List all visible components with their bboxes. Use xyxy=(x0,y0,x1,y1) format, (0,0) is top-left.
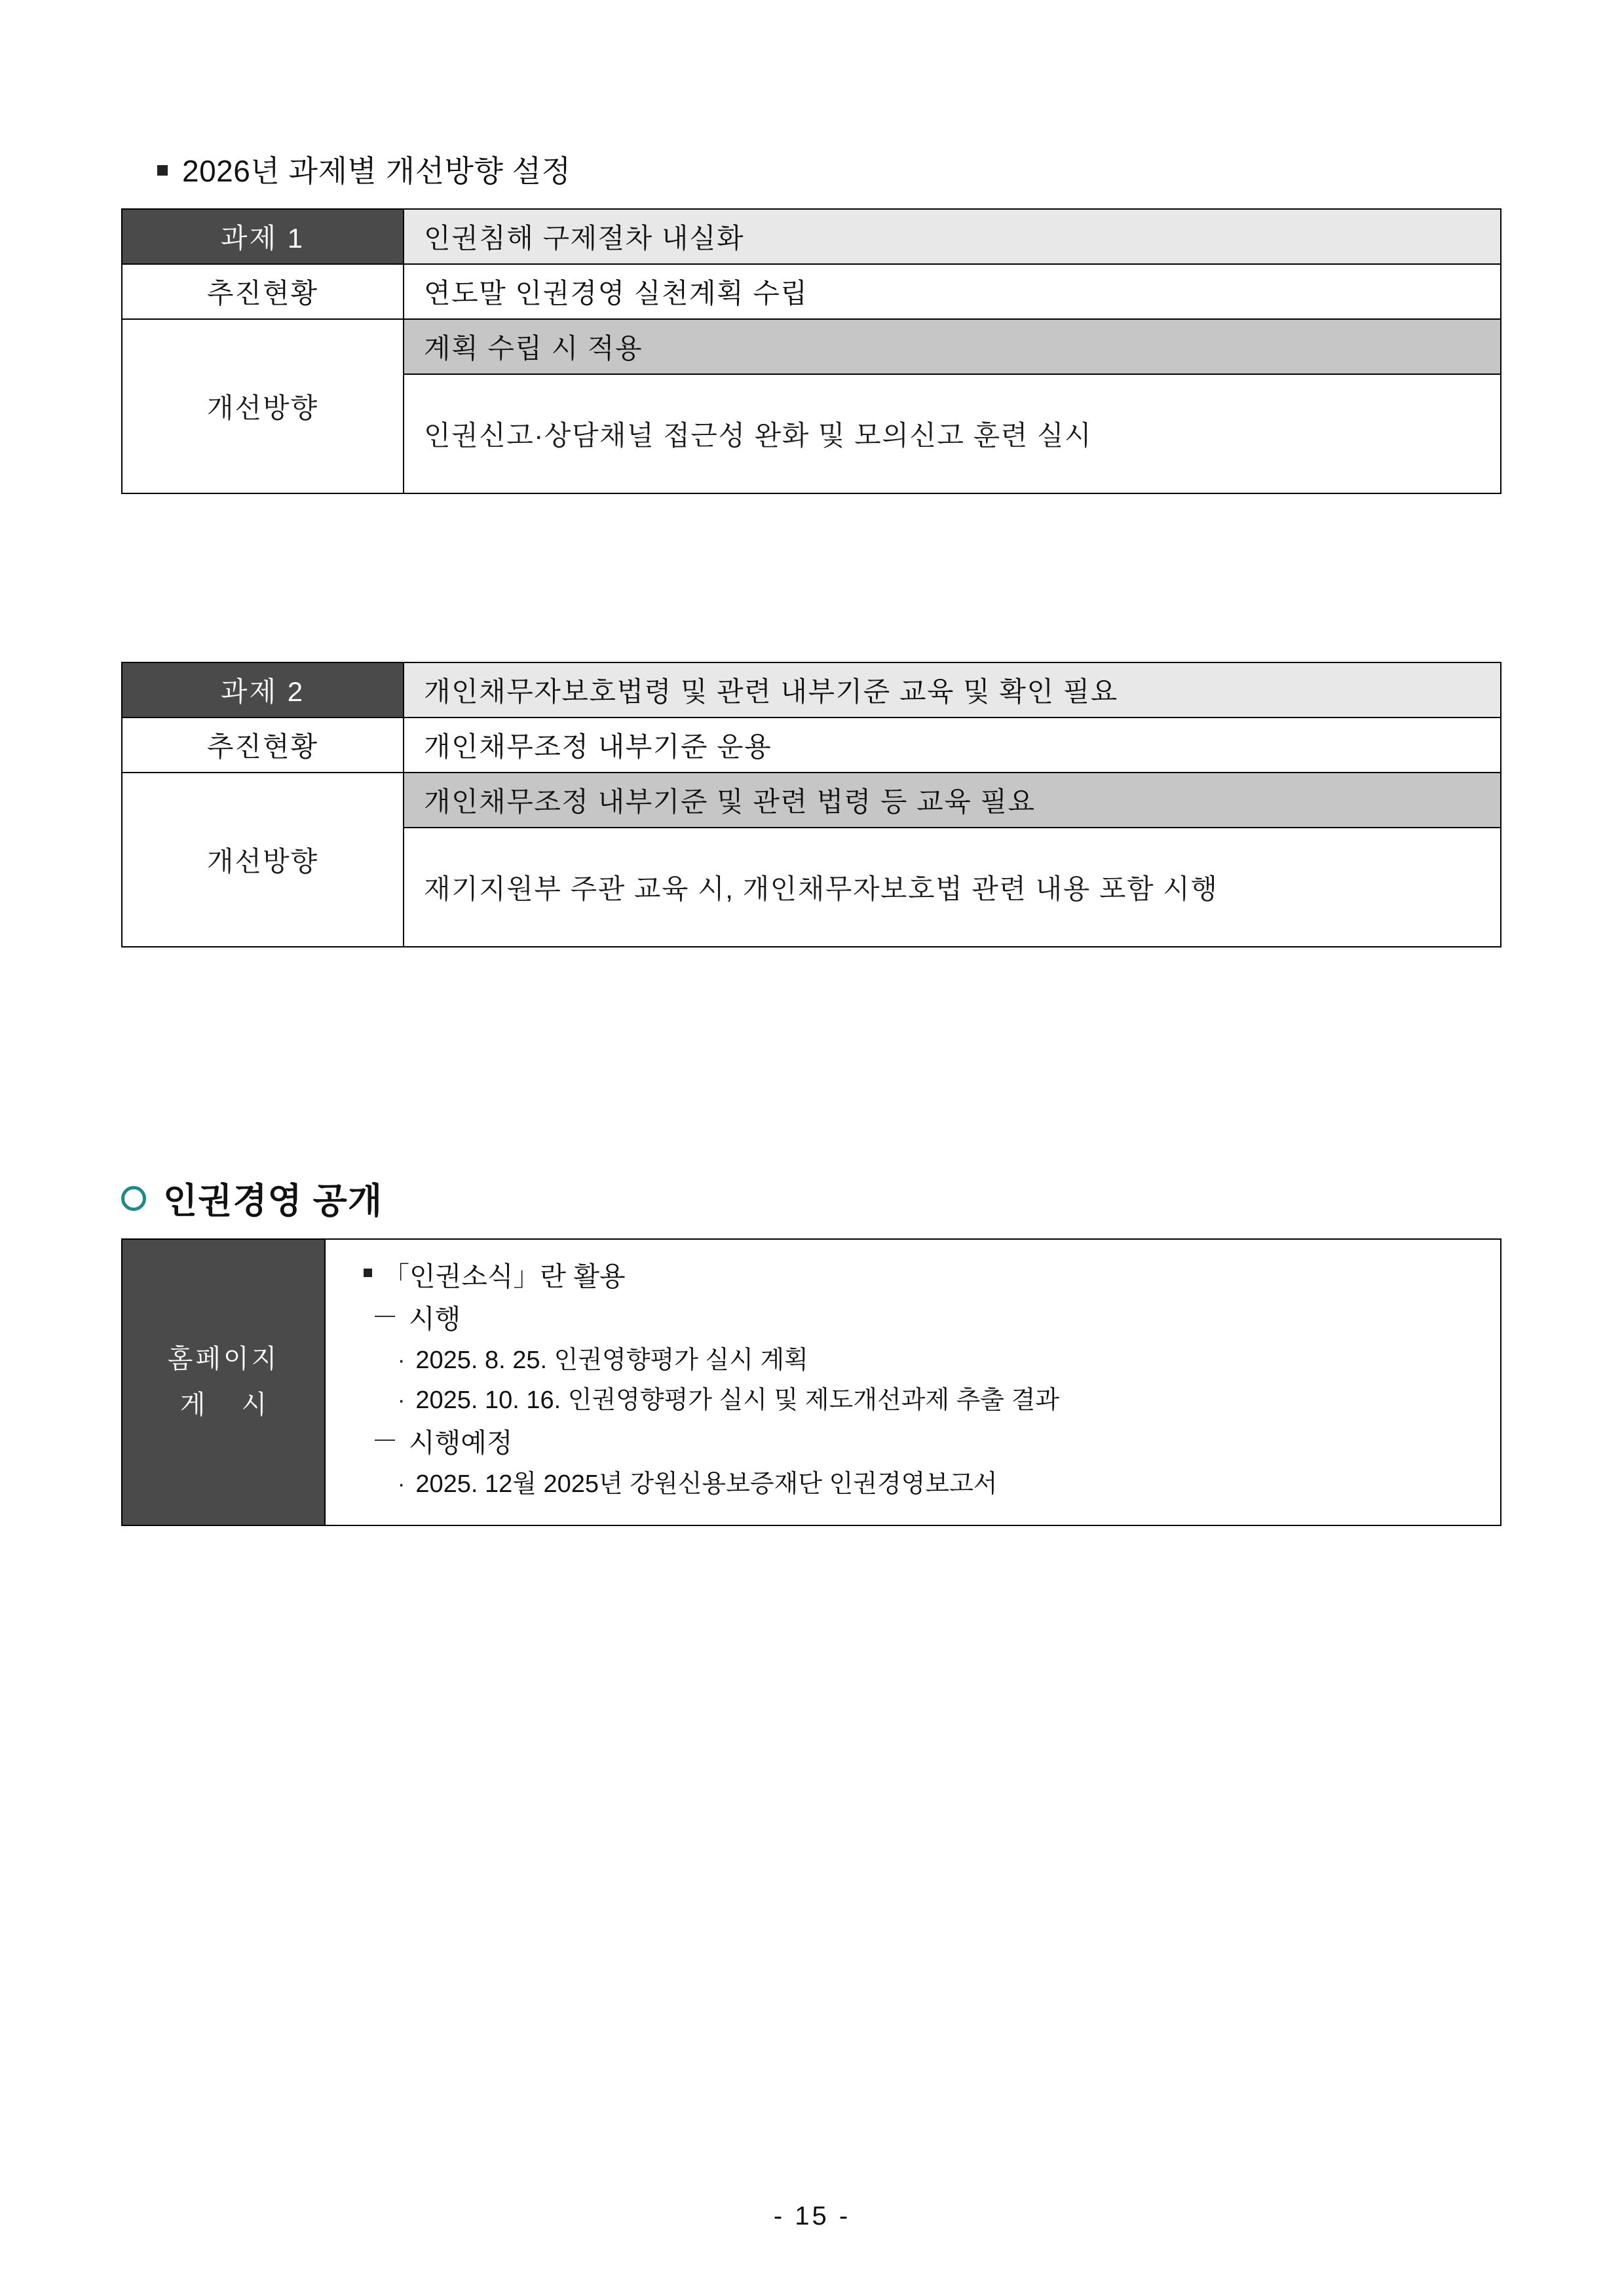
disclosure-heading xyxy=(121,1173,383,1223)
disclosure-row-label-line1: 홈페이지 xyxy=(167,1345,280,1374)
task-1-status-value: 연도말 인권경영 실천계획 수립 xyxy=(404,264,1501,319)
disclosure-group-2-label xyxy=(371,1421,1484,1464)
disclosure-entry-text: 2025. 8. 25. 인권영향평가 실시 계획 xyxy=(415,1346,808,1374)
disclosure-group-1-text: 시행 xyxy=(409,1303,461,1334)
task-table-1 xyxy=(121,208,1501,494)
task-1-direction-label: 개선방향 xyxy=(122,319,404,493)
task-2-header-label: 과제 2 xyxy=(122,662,404,718)
square-bullet-icon xyxy=(364,1269,372,1277)
page-number: - 15 - xyxy=(773,2202,851,2230)
dot-icon: · xyxy=(398,1347,406,1373)
disclosure-table xyxy=(121,1238,1501,1526)
dot-icon: · xyxy=(398,1472,406,1497)
task-1-header-label: 과제 1 xyxy=(122,209,404,264)
circle-bullet-icon xyxy=(121,1186,146,1211)
task-table-2 xyxy=(121,662,1501,947)
table-row xyxy=(122,319,1501,374)
list-item xyxy=(398,1341,1484,1381)
disclosure-entry-text: 2025. 12월 2025년 강원신용보증재단 인권경영보고서 xyxy=(415,1470,998,1499)
disclosure-content xyxy=(325,1239,1501,1525)
dash-icon: － xyxy=(371,1301,398,1332)
task-2-header-title: 개인채무자보호법령 및 관련 내부기준 교육 및 확인 필요 xyxy=(404,662,1501,718)
section-heading xyxy=(157,147,571,191)
disclosure-item-title xyxy=(364,1257,1484,1297)
table-row xyxy=(122,773,1501,828)
list-item xyxy=(398,1381,1484,1421)
task-2-status-value: 개인채무조정 내부기준 운용 xyxy=(404,718,1501,773)
table-row xyxy=(122,718,1501,773)
square-bullet-icon xyxy=(157,165,168,176)
task-1-status-label: 추진현황 xyxy=(122,264,404,319)
task-2-direction-body: 재기지원부 주관 교육 시, 개인채무자보호법 관련 내용 포함 시행 xyxy=(404,828,1501,947)
disclosure-row-label xyxy=(122,1239,325,1525)
table-row xyxy=(122,209,1501,264)
dash-icon: － xyxy=(371,1426,398,1456)
table-row xyxy=(122,662,1501,718)
task-2-status-label: 추진현황 xyxy=(122,718,404,773)
disclosure-group-2-text: 시행예정 xyxy=(409,1428,513,1458)
section-heading-label: 2026년 과제별 개선방향 설정 xyxy=(182,154,571,188)
disclosure-title-label: 「인권소식」란 활용 xyxy=(383,1261,626,1292)
disclosure-group-1-label xyxy=(371,1297,1484,1341)
table-row xyxy=(122,264,1501,319)
task-1-header-title: 인권침해 구제절차 내실화 xyxy=(404,209,1501,264)
table-row xyxy=(122,1239,1501,1525)
task-2-direction-band: 개인채무조정 내부기준 및 관련 법령 등 교육 필요 xyxy=(404,773,1501,828)
task-1-direction-body: 인권신고·상담채널 접근성 완화 및 모의신고 훈련 실시 xyxy=(404,374,1501,493)
list-item xyxy=(398,1464,1484,1505)
task-1-direction-band: 계획 수립 시 적용 xyxy=(404,319,1501,374)
dot-icon: · xyxy=(398,1388,406,1413)
disclosure-heading-label: 인권경영 공개 xyxy=(163,1181,383,1221)
disclosure-entry-text: 2025. 10. 16. 인권영향평가 실시 및 제도개선과제 추출 결과 xyxy=(415,1387,1059,1415)
task-2-direction-label: 개선방향 xyxy=(122,773,404,947)
disclosure-row-label-line2: 게 시 xyxy=(179,1390,282,1420)
